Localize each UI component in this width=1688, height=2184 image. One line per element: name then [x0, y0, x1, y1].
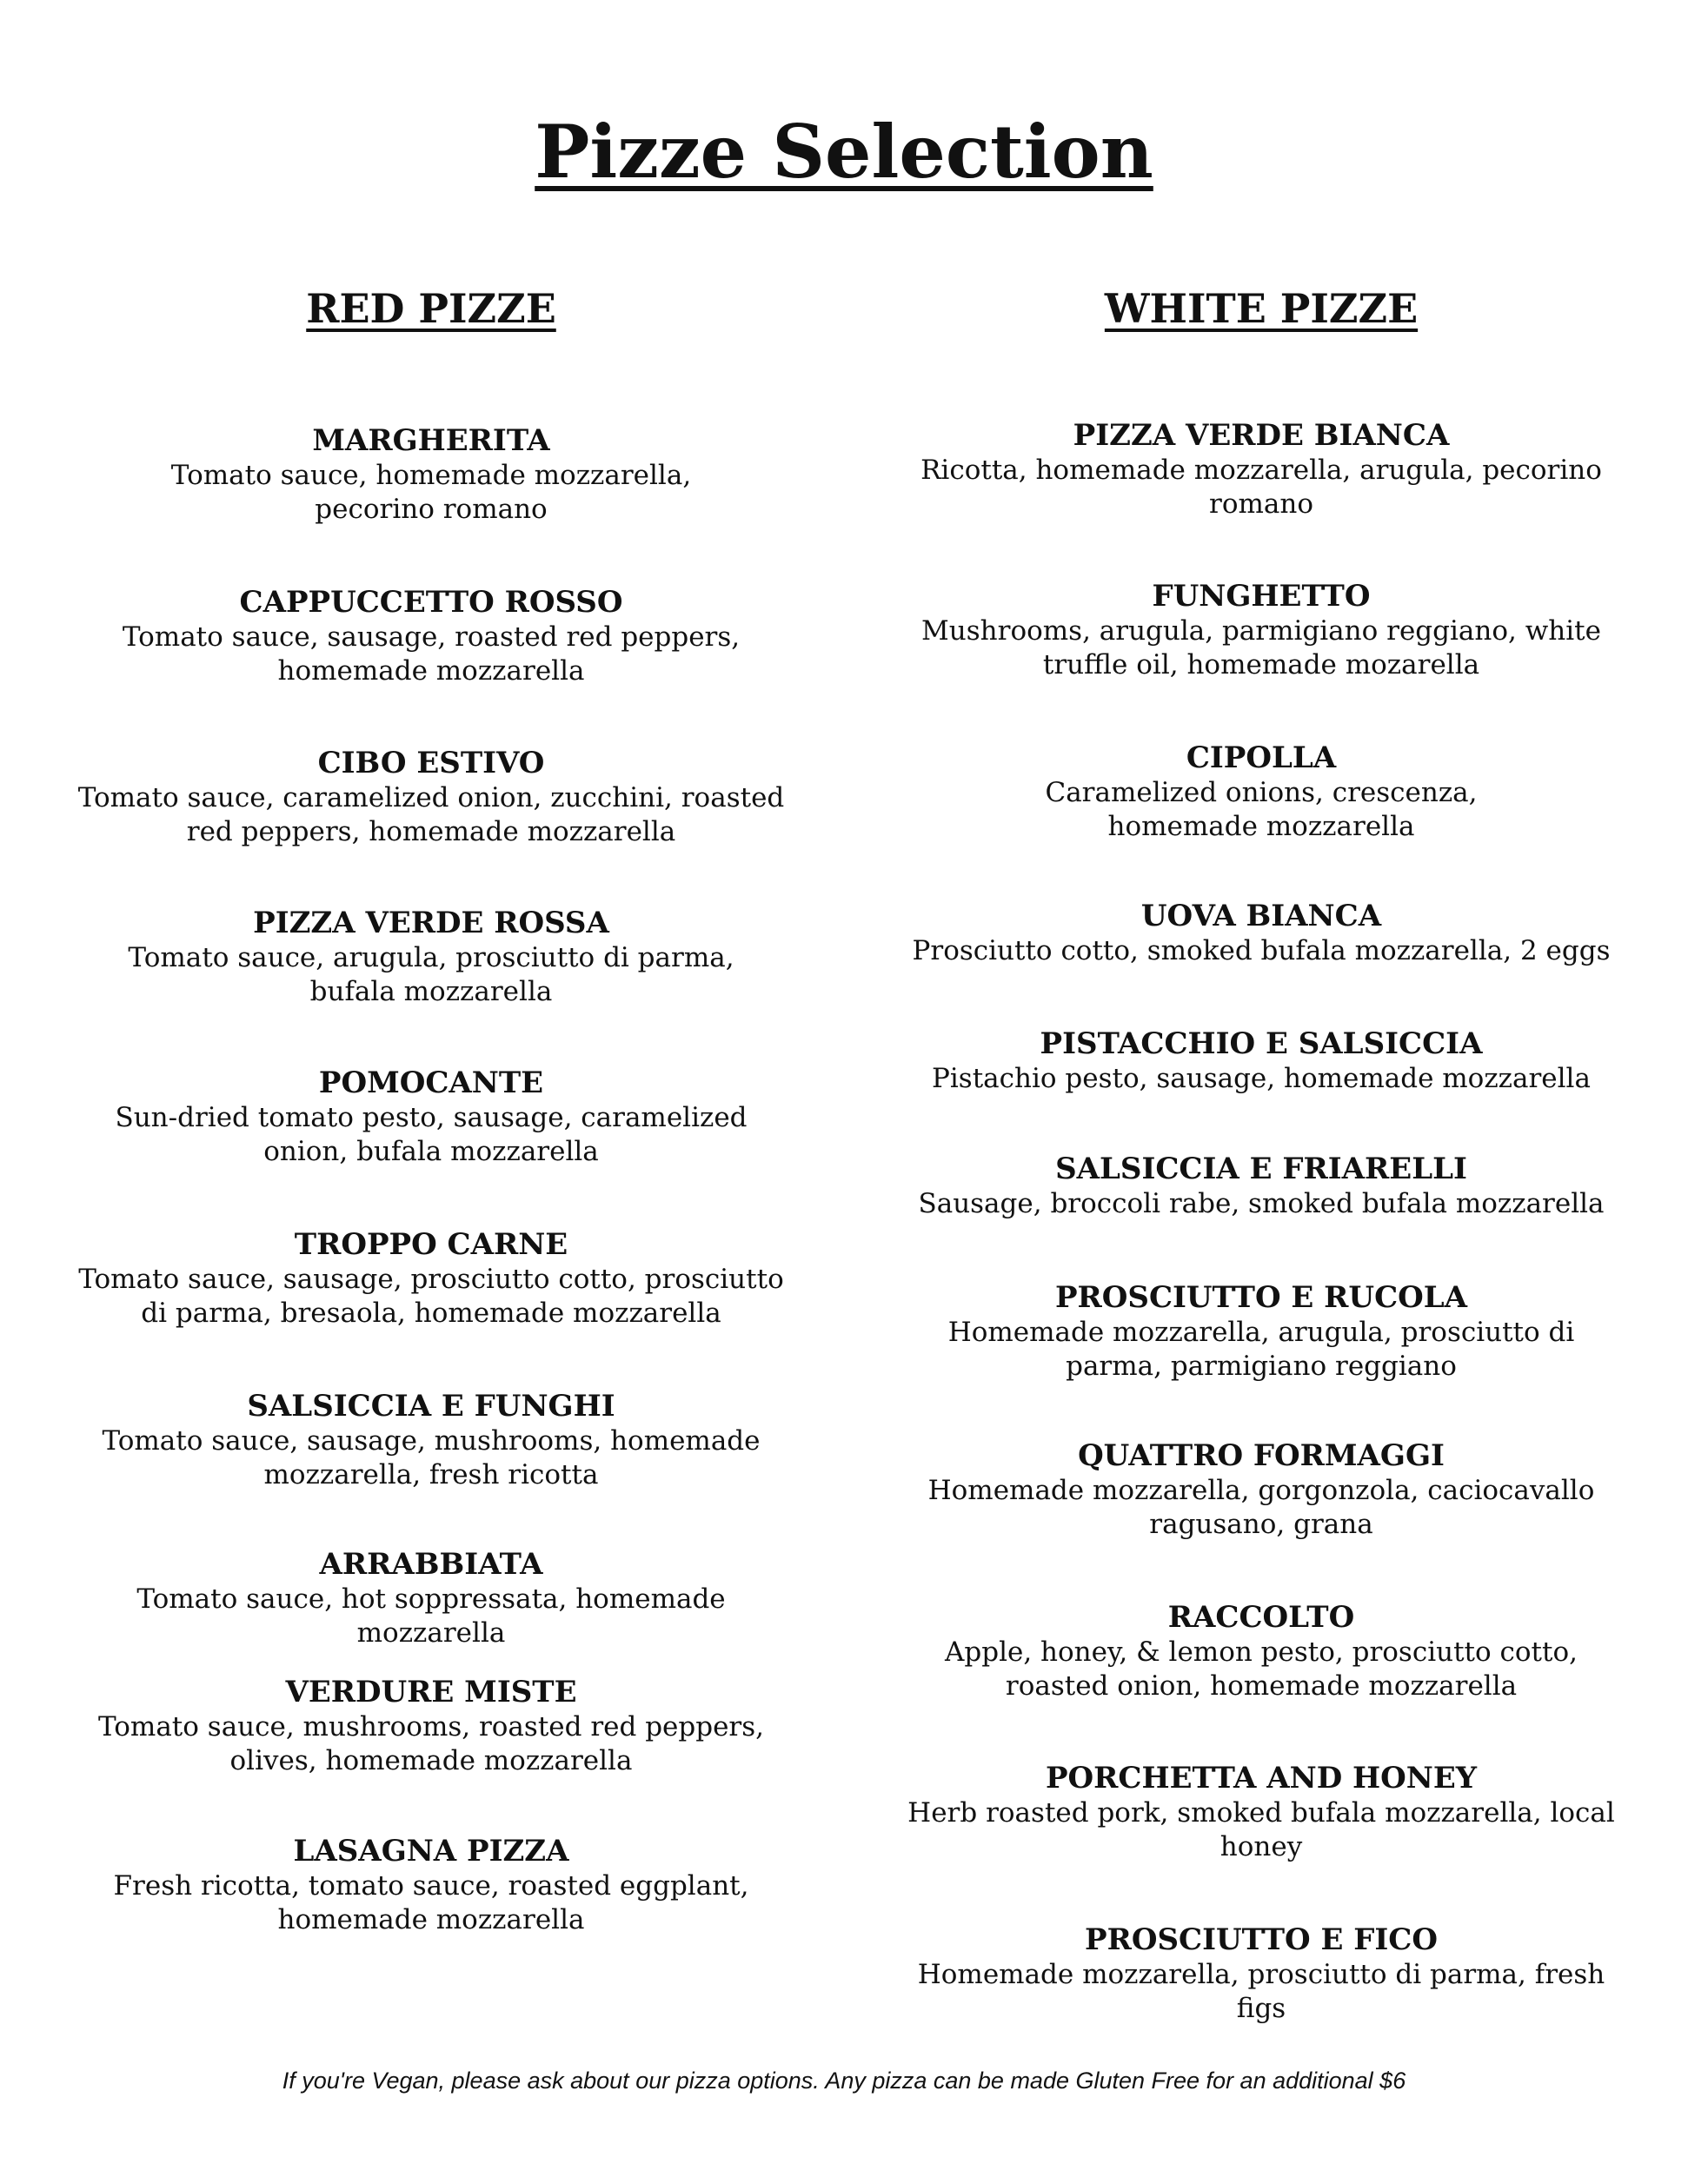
menu-item-description: Homemade mozzarella, gorgonzola, caciocavallo [927, 1475, 1595, 1506]
menu-item-description: Tomato sauce, caramelized onion, zucchini, roasted [77, 782, 785, 813]
menu-item-description: Tomato sauce, arugula, prosciutto di parma, [128, 942, 734, 973]
menu-item [870, 1026, 1652, 1096]
menu-item [870, 1151, 1652, 1221]
menu-item [870, 1599, 1652, 1703]
white-pizze-heading-text: WHITE PIZZE [1104, 285, 1419, 332]
menu-item [40, 1226, 822, 1330]
page-title [0, 104, 1688, 200]
footer-note: If you're Vegan, please ask about our pizza options. Any pizza can be made Gluten Free for an additional $6 [282, 2068, 1406, 2094]
menu-item-description: Tomato sauce, sausage, mushrooms, homemade [102, 1425, 761, 1457]
menu-item-name: TROPPO CARNE [294, 1227, 568, 1262]
menu-item-description: di parma, bresaola, homemade mozzarella [141, 1297, 721, 1329]
menu-item-description: roasted onion, homemade mozzarella [1005, 1670, 1518, 1702]
menu-item-description: Caramelized onions, crescenza, [1045, 777, 1478, 808]
menu-item-description: Tomato sauce, hot soppressata, homemade [136, 1583, 726, 1615]
menu-item [870, 898, 1652, 968]
menu-item-description: onion, bufala mozzarella [263, 1135, 599, 1167]
menu-item-description: romano [1209, 488, 1313, 520]
menu-item [870, 417, 1652, 521]
menu-item-name: QUATTRO FORMAGGI [1078, 1438, 1445, 1473]
menu-item-description: homemade mozzarella [277, 654, 585, 687]
red-pizze-heading-text: RED PIZZE [306, 285, 556, 332]
menu-item-name: PROSCIUTTO E RUCOLA [1054, 1280, 1468, 1315]
menu-item-description: Tomato sauce, homemade mozzarella, [170, 460, 692, 491]
white-pizze-heading [870, 282, 1652, 335]
menu-item-description: red peppers, homemade mozzarella [186, 815, 676, 847]
menu-item-description: bufala mozzarella [309, 975, 553, 1007]
menu-item-description: figs [1236, 1992, 1286, 2024]
menu-item [40, 1674, 822, 1777]
menu-item-name: SALSICCIA E FRIARELLI [1055, 1152, 1467, 1186]
menu-item [40, 1833, 822, 1936]
menu-item-name: PIZZA VERDE ROSSA [253, 906, 609, 940]
menu-item-name: CAPPUCCETTO ROSSO [239, 585, 623, 620]
menu-item [870, 1279, 1652, 1383]
menu-item-description: Prosciutto cotto, smoked bufala mozzarella, 2 eggs [912, 935, 1611, 966]
menu-item-name: PROSCIUTTO E FICO [1085, 1922, 1438, 1957]
menu-item-description: olives, homemade mozzarella [229, 1744, 633, 1776]
menu-item-description: Sun-dried tomato pesto, sausage, caramelized [115, 1102, 748, 1133]
menu-item [40, 1065, 822, 1168]
page-title-text: Pizze Selection [535, 109, 1153, 195]
menu-item-description: Pistachio pesto, sausage, homemade mozzarella [932, 1063, 1591, 1094]
menu-item-description: parma, parmigiano reggiano [1066, 1350, 1457, 1382]
menu-item-name: PISTACCHIO E SALSICCIA [1040, 1026, 1483, 1061]
menu-item-description: Ricotta, homemade mozzarella, arugula, pecorino [920, 455, 1602, 486]
menu-item-description: pecorino romano [315, 493, 548, 525]
menu-item-description: Fresh ricotta, tomato sauce, roasted eggplant, [113, 1870, 749, 1902]
menu-item-description: Homemade mozzarella, prosciutto di parma, fresh [917, 1959, 1605, 1990]
menu-item [40, 745, 822, 848]
menu-item-name: PORCHETTA AND HONEY [1045, 1761, 1478, 1796]
menu-item-description: Sausage, broccoli rabe, smoked bufala mozzarella [918, 1188, 1605, 1219]
menu-item-name: SALSICCIA E FUNGHI [247, 1389, 615, 1424]
menu-item [870, 578, 1652, 681]
menu-item-name: UOVA BIANCA [1140, 899, 1382, 933]
menu-item [40, 584, 822, 687]
menu-item [870, 740, 1652, 843]
menu-item [870, 1760, 1652, 1863]
menu-item [870, 1437, 1652, 1541]
menu-item-name: CIPOLLA [1186, 740, 1337, 775]
menu-item-description: Mushrooms, arugula, parmigiano reggiano, white [921, 615, 1601, 647]
menu-item-name: ARRABBIATA [319, 1547, 543, 1582]
menu-item-description: Apple, honey, & lemon pesto, prosciutto cotto, [945, 1636, 1578, 1668]
menu-item-name: POMOCANTE [318, 1065, 544, 1100]
menu-item-description: truffle oil, homemade mozarella [1042, 648, 1480, 680]
menu-item-description: homemade mozzarella [1107, 810, 1415, 842]
menu-item-description: homemade mozzarella [277, 1903, 585, 1935]
menu-item [40, 422, 822, 526]
menu-item-name: FUNGHETTO [1152, 579, 1371, 614]
menu-item-description: mozzarella [356, 1616, 506, 1649]
menu-item [870, 1922, 1652, 2025]
menu-item-description: ragusano, grana [1149, 1508, 1373, 1540]
menu-item-description: mozzarella, fresh ricotta [263, 1458, 599, 1490]
menu-item-description: Homemade mozzarella, arugula, prosciutto di [947, 1317, 1575, 1348]
menu-item-name: CIBO ESTIVO [317, 746, 545, 780]
menu-item-name: RACCOLTO [1167, 1600, 1355, 1635]
menu-item [40, 1546, 822, 1650]
menu-item-description: honey [1219, 1830, 1303, 1862]
menu-item-name: VERDURE MISTE [285, 1675, 577, 1709]
menu-item-description: Tomato sauce, mushrooms, roasted red peppers, [98, 1711, 764, 1743]
menu-item-description: Tomato sauce, sausage, roasted red peppers, [122, 621, 741, 653]
menu-item [40, 1388, 822, 1491]
menu-item-name: PIZZA VERDE BIANCA [1073, 418, 1450, 453]
menu-item-name: MARGHERITA [312, 423, 550, 458]
menu-item-description: Tomato sauce, sausage, prosciutto cotto, prosciutto [78, 1264, 784, 1295]
menu-item-name: LASAGNA PIZZA [293, 1834, 569, 1869]
red-pizze-heading [40, 282, 822, 335]
menu-item-description: Herb roasted pork, smoked bufala mozzarella, local [907, 1797, 1615, 1829]
menu-item [40, 905, 822, 1008]
